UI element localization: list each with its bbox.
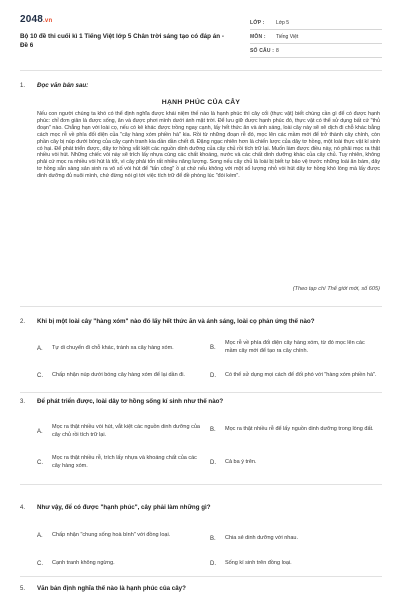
option-text: Cả ba ý trên. bbox=[225, 459, 257, 466]
question-2-number: 2. bbox=[20, 319, 26, 325]
question-2-option-d[interactable] bbox=[210, 365, 380, 387]
option-label: B. bbox=[210, 536, 216, 542]
question-4-prompt: Như vậy, để có được "hạnh phúc", cây phải làm những gì? bbox=[37, 504, 211, 511]
question-5-number: 5. bbox=[20, 586, 26, 592]
question-5-prompt: Văn bản định nghĩa thế nào là hạnh phúc của cây? bbox=[37, 585, 186, 592]
meta-key: SỐ CÂU : bbox=[250, 47, 275, 54]
question-1-prompt: Đọc văn bản sau: bbox=[37, 82, 89, 89]
option-label: A. bbox=[37, 346, 43, 352]
option-text: Có thể sử dụng mọi cách để đối phó với "hàng xóm phiền hà". bbox=[225, 372, 377, 379]
question-3-option-d[interactable] bbox=[210, 455, 380, 471]
passage-source: (Theo tạp chí Thế giới mới, số 605) bbox=[292, 286, 380, 292]
question-3-prompt: Để phát triển được, loài dây tơ hồng sống kí sinh như thế nào? bbox=[37, 398, 224, 405]
option-label: C. bbox=[37, 460, 43, 466]
meta-key: MÔN : bbox=[250, 33, 266, 40]
passage-text: Nếu con người chúng ta khó có thể định nghĩa được khái niệm thế nào là hạnh phúc thì cây cối (thực vật) biết chúng cần gì để có được hạnh phúc: chỉ đơn giản là được sống, ăn và được phơi mình dưới ánh mặt trời. Để lưu giữ được hạnh phúc đó, thực vật có thể sử dụng bất cứ "thủ đoạn" nào. Chẳng hạn với loài cọ, nếu có kẻ khác được trồng ngay cạnh, lấy hết thức ăn và ánh sáng, loài cây này sẽ xê dịch đi chỗ khác bằng cách mọc rễ về phía đối diện của "cây hàng xóm phiền hà" kia. Rồi từ những đoạn rễ đó, mọc lên các mầm mới để trở thành cây chính, còn phần cây bị núp dưới bóng của cây cạnh tranh kia dần dần chết đi. Đặng ngạc nhiên hơn là chiến lược của dây tơ hồng, một loài thực vật kí sinh có hại. Để phát triển được, dây tơ hồng vắt kiệt các nguồn dinh dưỡng của cây chủ rồi tích trữ lại. Muốn làm được điều này, nó phải mọc ra thật nhiều vòi hút. Những chiếc vòi này sẽ trích lấy nhựa cùng các chất khoáng, nước và các chất dinh dưỡng khác của cây chủ. Tuy nhiên, không phải cứ mọc ra nhiều vòi hút là tốt, vì cây phải tốn rất nhiều năng lượng. Song nếu cây chủ là loài bị biết tự bảo vệ trước những loài ăn bám, dây tơ hồng sẵn sàng sản sinh ra vô số vòi hút để "tấn công" ồ ạt chứ nếu không với một số lượng nhỏ vòi hút dây tơ hồng khó lòng mà lấy được dinh dưỡng đủ nuôi mình, chứ đừng nói gì tới việc tích trữ để đề phòng lúc "đói kém". bbox=[37, 111, 380, 180]
question-4-option-c[interactable] bbox=[37, 557, 207, 571]
meta-table bbox=[250, 16, 382, 58]
option-text: Chia sẻ dinh dưỡng với nhau. bbox=[225, 535, 298, 542]
meta-row-subject bbox=[250, 30, 382, 44]
page-header bbox=[20, 14, 382, 58]
option-label: A. bbox=[37, 429, 43, 435]
divider bbox=[20, 484, 382, 485]
option-text: Mọc ra thật nhiều vòi hút, vắt kiệt các nguồn dinh dưỡng của cây chủ rồi tích trữ lại. bbox=[52, 424, 200, 438]
divider bbox=[20, 306, 382, 307]
option-text: Chấp nhận "chung sống hoà bình" với đồng loại. bbox=[52, 532, 171, 539]
option-label: D. bbox=[210, 561, 216, 567]
question-3-number: 3. bbox=[20, 399, 26, 405]
option-text: Sống kí sinh trên đồng loại. bbox=[225, 560, 292, 567]
option-label: D. bbox=[210, 373, 216, 379]
meta-value: 8 bbox=[276, 47, 279, 54]
question-3-option-c[interactable] bbox=[37, 451, 207, 475]
option-label: B. bbox=[210, 345, 216, 351]
meta-row-count bbox=[250, 44, 382, 58]
passage-title: HẠNH PHÚC CỦA CÂY bbox=[161, 99, 241, 106]
divider bbox=[20, 70, 382, 71]
logo-suffix: .vn bbox=[43, 18, 53, 24]
option-label: C. bbox=[37, 373, 43, 379]
question-3-option-a[interactable] bbox=[37, 416, 207, 448]
option-label: B. bbox=[210, 427, 216, 433]
site-logo[interactable] bbox=[20, 14, 52, 25]
option-label: C. bbox=[37, 561, 43, 567]
divider bbox=[20, 576, 382, 577]
question-4-option-a[interactable] bbox=[37, 524, 207, 548]
option-text: Mọc ra thật nhiều rễ để lấy nguồn dinh dưỡng trong lòng đất. bbox=[225, 426, 374, 433]
logo-main: 2048 bbox=[20, 14, 44, 25]
question-2-option-a[interactable] bbox=[37, 337, 207, 361]
meta-key: LỚP : bbox=[250, 19, 265, 26]
option-text: Mọc ra thật nhiều rễ, trích lấy nhựa và khoáng chất của các cây hàng xóm. bbox=[52, 455, 197, 469]
question-2-option-c[interactable] bbox=[37, 365, 207, 387]
option-label: D. bbox=[210, 460, 216, 466]
meta-row-class bbox=[250, 16, 382, 30]
question-4-option-b[interactable] bbox=[210, 532, 380, 546]
option-label: A. bbox=[37, 533, 43, 539]
option-text: Tự di chuyển đi chỗ khác, tránh xa cây hàng xóm. bbox=[52, 345, 174, 352]
question-2-option-b[interactable] bbox=[210, 333, 380, 363]
option-text: Mọc rễ về phía đối diện cây hàng xóm, từ đó mọc lên các mầm cây mới để tạo ra cây chính. bbox=[225, 340, 365, 354]
meta-value: Lớp 5 bbox=[276, 19, 290, 26]
question-4-number: 4. bbox=[20, 505, 26, 511]
question-4-option-d[interactable] bbox=[210, 557, 380, 571]
question-3-option-b[interactable] bbox=[210, 418, 380, 442]
divider bbox=[20, 392, 382, 393]
question-1-number: 1. bbox=[20, 83, 26, 89]
option-text: Chấp nhận núp dưới bóng cây hàng xóm để lại dần đi. bbox=[52, 372, 185, 379]
option-text: Cạnh tranh không ngừng. bbox=[52, 560, 115, 567]
question-2-prompt: Khi bị một loài cây "hàng xóm" nào đó lấy hết thức ăn và ánh sáng, loài cọ phản ứng thế nào? bbox=[37, 318, 315, 325]
document-title: Bộ 10 đề thi cuối kì 1 Tiếng Việt lớp 5 Chân trời sáng tạo có đáp án - Đề 6 bbox=[20, 33, 224, 49]
meta-value: Tiếng Việt bbox=[276, 33, 299, 40]
